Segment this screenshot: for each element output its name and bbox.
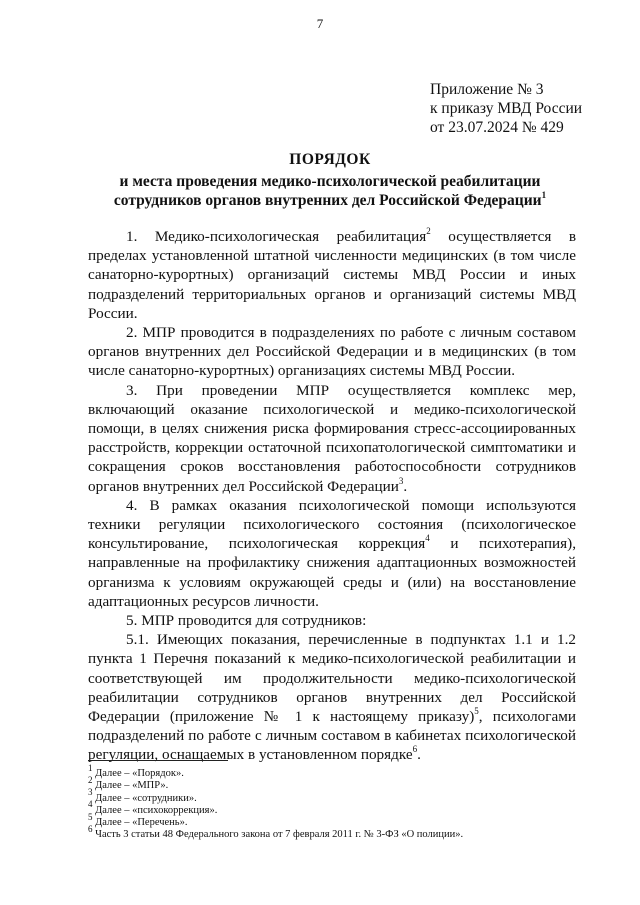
footnote-ref: 3 <box>398 475 404 486</box>
paragraph-text: . <box>403 477 408 495</box>
paragraph-4 <box>88 496 576 611</box>
paragraph-5: 5. МПР проводится для сотрудников: <box>126 612 367 630</box>
footnote-number: 4 <box>88 799 93 810</box>
footnote-ref: 2 <box>426 225 431 236</box>
footnote-ref: 4 <box>425 533 430 544</box>
appendix-order-date: от 23.07.2024 № 429 <box>430 119 564 136</box>
paragraph-text: осуществляется в пределах установленной штатной численности медицинских (в том числе санаторно-курортных) организаций системы МВД России и иных подразделений территориальных органов и организаций системы МВД России. <box>88 228 576 322</box>
paragraph-1 <box>88 227 576 323</box>
page-number: 7 <box>316 16 324 31</box>
document-title <box>60 150 600 211</box>
footnote-text: Далее – «МПР». <box>92 780 169 792</box>
title-main: ПОРЯДОК <box>289 151 371 168</box>
appendix-order-ref: к приказу МВД России <box>430 100 583 117</box>
title-line-2 <box>60 191 600 211</box>
paragraph-2: 2. МПР проводится в подразделениях по работе с личным составом органов внутренних дел Российской Федерации и в медицинских (в том числе санаторно-курортных) организациях системы МВД России. <box>88 324 576 380</box>
paragraph-text: и психотерапия), направленные на профилактику снижения адаптационных возможностей организма к условиям окружающей среды и (или) на восстановление адаптационных ресурсов личности. <box>88 535 576 610</box>
footnote-number: 1 <box>88 762 93 773</box>
footnotes <box>88 762 568 842</box>
footnote-text: Часть 3 статьи 48 Федерального закона от 7 февраля 2011 г. № 3-ФЗ «О полиции». <box>92 829 464 841</box>
footnote-item <box>88 799 568 817</box>
paragraph-5-1 <box>88 630 576 764</box>
footnote-text: Далее – «сотрудники». <box>92 792 197 804</box>
paragraph-text: 1. Медико-психологическая реабилитация <box>126 228 427 245</box>
paragraph-text: . <box>417 746 421 764</box>
footnote-text: Далее – «психокоррекция». <box>92 804 218 816</box>
appendix-header <box>430 80 582 137</box>
paragraph-text: 4. В рамках оказания психологической помощи используются техники регуляции психологического состояния (психологическое консультирование, психологическая коррекция <box>88 496 576 553</box>
footnote-text: Далее – «Перечень». <box>92 817 188 829</box>
footnote-number: 3 <box>88 787 93 798</box>
footnote-ref: 5 <box>474 706 479 717</box>
footnote-number: 5 <box>88 811 93 822</box>
paragraph-text: 5.1. Имеющих показания, перечисленные в подпунктах 1.1 и 1.2 пункта 1 Перечня показаний к медико-психологической реабилитации и соответствующей им продолжительности медико-психологической реабилитации сотрудников органов внутренних дел Российской Федерации (приложение № 1 к настоящему приказу) <box>88 631 576 726</box>
title-line-1: и места проведения медико-психологической реабилитации <box>119 172 541 190</box>
footnote-ref: 6 <box>412 744 418 755</box>
footnote-text: Далее – «Порядок». <box>92 768 184 779</box>
paragraph-text: , психологами подразделений по работе с личным составом в кабинетах психологической регуляции, оснащаемых в установленном порядке <box>88 708 576 764</box>
footnote-item <box>88 762 568 780</box>
title-line-2-text: сотрудников органов внутренних дел Российской Федерации <box>113 192 542 209</box>
appendix-number: Приложение № 3 <box>430 81 544 98</box>
document-body <box>88 227 576 765</box>
paragraph-3 <box>88 381 576 496</box>
footnote-number: 6 <box>88 823 93 834</box>
paragraph-text: 3. При проведении МПР осуществляется комплекс мер, включающий оказание психологической и медико-психологической помощи, в целях снижения риска формирования стресс-ассоциированных расстройств, коррекции остаточной психопатологической симптоматики и сокращения сроков восстановления работоспособности сотрудников органов внутренних дел Российской Федерации <box>88 381 576 495</box>
footnote-divider <box>88 760 228 761</box>
footnote-number: 2 <box>88 774 93 785</box>
footnote-item <box>88 787 568 805</box>
footnote-item <box>88 811 568 829</box>
footnote-item <box>88 774 568 792</box>
footnote-ref: 1 <box>541 189 547 200</box>
